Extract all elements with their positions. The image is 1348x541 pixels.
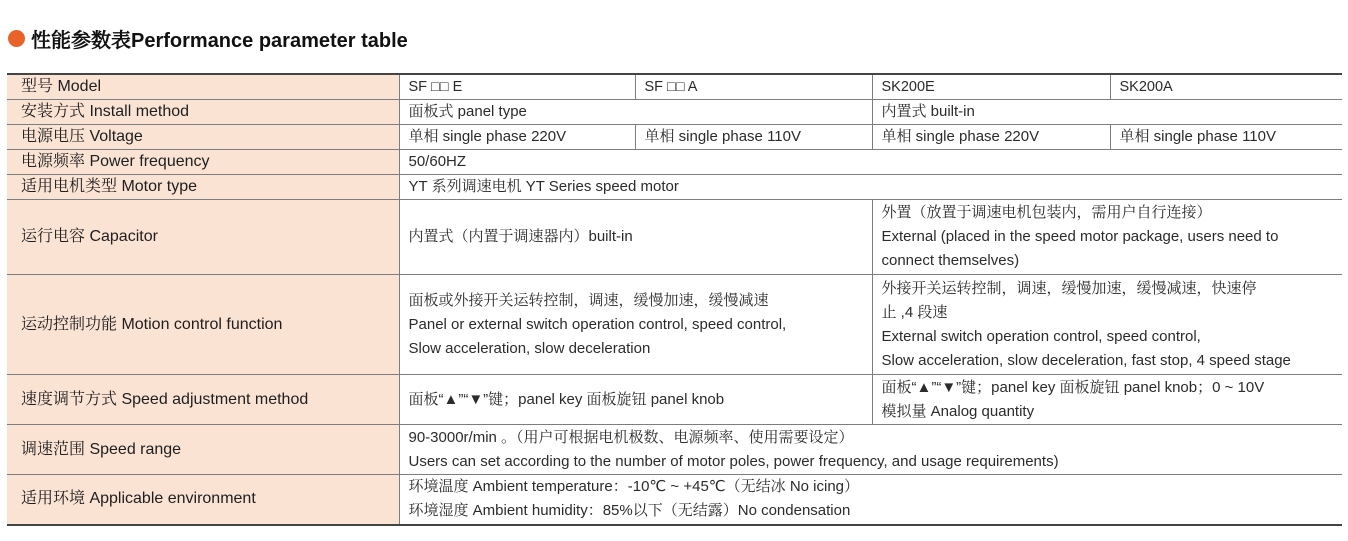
table-cell	[872, 200, 1342, 275]
table-cell: 单相 single phase 110V	[1110, 125, 1342, 150]
table-cell: 单相 single phase 220V	[872, 125, 1110, 150]
table-row-frequency	[7, 150, 1342, 175]
table-cell: SK200A	[1110, 74, 1342, 100]
table-row-speed-range	[7, 425, 1342, 475]
row-label: 型号 Model	[7, 74, 399, 100]
row-label: 速度调节方式 Speed adjustment method	[7, 375, 399, 425]
cell-line: Slow acceleration, slow deceleration	[408, 339, 651, 357]
cell-line: 面板“▲”“▼”键；panel key 面板旋钮 panel knob；0 ~ 10V	[881, 378, 1265, 396]
table-row-motor-type	[7, 175, 1342, 200]
cell-line: Users can set according to the number of motor poles, power frequency, and usage requirements)	[408, 452, 1059, 470]
page-title: 性能参数表Performance parameter table	[31, 29, 408, 52]
cell-line: 环境湿度 Ambient humidity：85%以下（无结露）No condensation	[408, 502, 851, 520]
table-cell	[872, 375, 1342, 425]
table-row-motion-control	[7, 275, 1342, 375]
table-cell	[399, 425, 1342, 475]
parameter-table	[7, 73, 1342, 526]
table-cell: 50/60HZ	[399, 150, 1342, 175]
bullet-dot-icon	[8, 30, 25, 47]
table-cell: SF □□ A	[635, 74, 872, 100]
table-cell	[399, 475, 1342, 525]
cell-line: Panel or external switch operation control, speed control,	[408, 315, 787, 333]
table-cell: 单相 single phase 110V	[635, 125, 872, 150]
cell-line: Slow acceleration, slow deceleration, fast stop, 4 speed stage	[881, 351, 1291, 369]
cell-line: 环境温度 Ambient temperature：-10℃ ~ +45℃（无结冰 No icing）	[408, 478, 860, 496]
row-label: 电源电压 Voltage	[7, 125, 399, 150]
table-cell	[872, 275, 1342, 375]
cell-line: 90-3000r/min 。（用户可根据电机极数、电源频率、使用需要设定）	[408, 428, 854, 446]
table-cell: SK200E	[872, 74, 1110, 100]
row-label: 适用电机类型 Motor type	[7, 175, 399, 200]
row-label: 运行电容 Capacitor	[7, 200, 399, 275]
cell-line: External switch operation control, speed control,	[881, 327, 1201, 345]
table-row-voltage	[7, 125, 1342, 150]
table-cell: 单相 single phase 220V	[399, 125, 635, 150]
cell-line: External (placed in the speed motor package, users need to	[881, 228, 1279, 245]
cell-line: 面板或外接开关运转控制，调速，缓慢加速，缓慢减速	[408, 291, 769, 309]
row-label: 安装方式 Install method	[7, 100, 399, 125]
cell-line: 模拟量 Analog quantity	[881, 402, 1035, 420]
row-label: 适用环境 Applicable environment	[7, 475, 399, 525]
table-cell: 面板“▲”“▼”键；panel key 面板旋钮 panel knob	[399, 375, 872, 425]
row-label: 调速范围 Speed range	[7, 425, 399, 475]
table-row-environment	[7, 475, 1342, 525]
cell-line: 外接开关运转控制，调速，缓慢加速，缓慢减速，快速停	[881, 279, 1257, 297]
table-cell	[399, 275, 872, 375]
table-row-model	[7, 74, 1342, 100]
table-row-speed-adjustment	[7, 375, 1342, 425]
cell-line: connect themselves)	[881, 252, 1020, 269]
section-heading	[8, 24, 408, 52]
table-cell: SF □□ E	[399, 74, 635, 100]
table-row-install	[7, 100, 1342, 125]
table-cell: YT 系列调速电机 YT Series speed motor	[399, 175, 1342, 200]
cell-line: 外置（放置于调速电机包装内，需用户自行连接）	[881, 204, 1212, 221]
row-label: 运动控制功能 Motion control function	[7, 275, 399, 375]
row-label: 电源频率 Power frequency	[7, 150, 399, 175]
table-cell: 内置式（内置于调速器内）built-in	[399, 200, 872, 275]
table-cell: 面板式 panel type	[399, 100, 872, 125]
table-row-capacitor	[7, 200, 1342, 275]
cell-line: 止 ,4 段速	[881, 303, 948, 321]
table-cell: 内置式 built-in	[872, 100, 1342, 125]
